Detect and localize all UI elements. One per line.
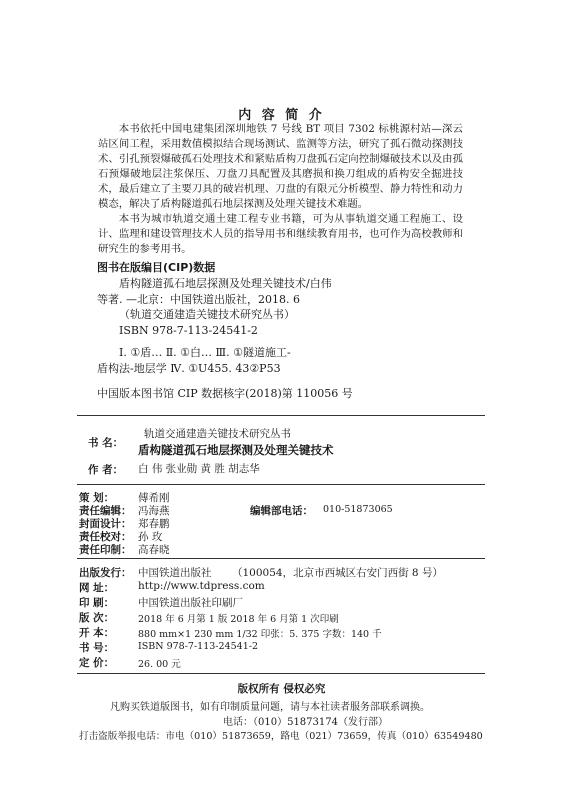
phone-label: 编辑部电话： bbox=[250, 505, 313, 517]
printer: 中国铁道出版社印刷厂 bbox=[138, 597, 243, 609]
price-label: 定 价： bbox=[79, 657, 115, 669]
cip-line: 等著. —北京：中国铁道出版社，2018. 6 bbox=[97, 292, 300, 306]
piracy-report-line: 打击盗版举报电话：市电（010）51873659，路电（021）73659，传真（010）63549480 bbox=[79, 731, 483, 742]
planner: 傅希刚 bbox=[138, 492, 170, 504]
print-label: 责任印制： bbox=[79, 544, 132, 556]
intro-paragraph: 本书为城市轨道交通土建工程专业书籍，可为从事轨道交通工程施工、设计、监理和建设管理技术人员的指导用书和继续教育用书，也可作为高校教师和研究生的参考用书。 bbox=[98, 213, 463, 255]
print-supervisor: 高春晓 bbox=[138, 544, 170, 556]
edition: 2018 年 6 月第 1 版 2018 年 6 月第 1 次印刷 bbox=[138, 614, 339, 625]
cip-title: 图书在版编目(CIP)数据 bbox=[97, 261, 216, 274]
intro-title: 内 容 简 介 bbox=[238, 108, 325, 123]
intro-paragraph: 本书依托中国电建集团深圳地铁 7 号线 BT 项目 7302 标桃源村站—深云站区间工程，采用数值模拟结合现场测试、监测等方法，研究了孤石微动探测技术、引孔预裂爆破孤石处理技术和紧贴盾构刀盘孤石定向控制爆破技术以及由孤石预爆破地层注浆保压、刀盘刀具配置及其磨损和换刀组成的盾构安全掘进技术，最后建立了主要刀具的破岩机理、刀盘的有限元分析模型、静力特性和动力模态，解决了盾构隧道孤石地层探测及处理关键技术难题。 bbox=[98, 123, 463, 210]
cover-label: 封面设计： bbox=[79, 518, 132, 530]
cip-line: （轨道交通建造关键技术研究丛书） bbox=[119, 308, 295, 321]
cip-block bbox=[97, 276, 387, 376]
copyright-title: 版权所有 侵权必究 bbox=[237, 683, 326, 695]
authors: 白 伟 张业勋 黄 胜 胡志华 bbox=[138, 463, 260, 475]
intro-body bbox=[98, 122, 463, 257]
price: 26. 00 元 bbox=[138, 659, 181, 670]
cip-line: 盾构法-地层学 Ⅳ. ①U455. 43②P53 bbox=[97, 361, 281, 375]
divider bbox=[77, 558, 485, 559]
publisher-label: 出版发行： bbox=[79, 567, 132, 579]
planner-label: 策 划： bbox=[79, 492, 115, 504]
edition-label: 版 次： bbox=[79, 612, 115, 624]
book-title: 盾构隧道孤石地层探测及处理关键技术 bbox=[138, 443, 334, 457]
cover-designer: 郑春鹏 bbox=[138, 518, 170, 530]
cip-line: 盾构隧道孤石地层探测及处理关键技术/白伟 bbox=[119, 277, 332, 290]
isbn-label: 书 号： bbox=[79, 642, 115, 654]
printer-label: 印 刷： bbox=[79, 597, 115, 609]
website-link[interactable]: http://www.tdpress.com bbox=[138, 580, 265, 592]
editor-label: 责任编辑： bbox=[79, 505, 132, 517]
publisher-address: （100054，北京市西城区右安门西街 8 号） bbox=[232, 567, 443, 579]
divider bbox=[77, 415, 485, 416]
publisher: 中国铁道出版社 bbox=[138, 567, 212, 579]
format-label: 开 本： bbox=[79, 627, 115, 639]
divider bbox=[77, 484, 485, 485]
cip-record-number: 中国版本图书馆 CIP 数据核字(2018)第 110056 号 bbox=[97, 387, 353, 400]
divider bbox=[77, 673, 485, 674]
proof-label: 责任校对： bbox=[79, 531, 132, 543]
title-label: 书 名： bbox=[88, 437, 124, 449]
series-name: 轨道交通建造关键技术研究丛书 bbox=[144, 428, 291, 440]
editor-phone: 010-51873065 bbox=[323, 504, 393, 515]
cip-line: Ⅰ. ①盾… Ⅱ. ①白… Ⅲ. ①隧道施工- bbox=[119, 346, 291, 359]
isbn: ISBN 978-7-113-24541-2 bbox=[138, 641, 258, 652]
copyright-notice: 凡购买铁道版图书，如有印制质量问题，请与本社读者服务部联系调换。 bbox=[110, 702, 430, 713]
proofreader: 孙 玫 bbox=[138, 531, 163, 543]
cip-line: ISBN 978-7-113-24541-2 bbox=[119, 323, 258, 337]
author-label: 作 者： bbox=[88, 464, 124, 476]
format: 880 mm×1 230 mm 1/32 印张：5. 375 字数：140 千 bbox=[138, 629, 382, 640]
editor: 冯海燕 bbox=[138, 505, 170, 517]
service-phone: 电话：（010）51873174（发行部） bbox=[223, 717, 388, 728]
website-label: 网 址： bbox=[79, 582, 115, 594]
